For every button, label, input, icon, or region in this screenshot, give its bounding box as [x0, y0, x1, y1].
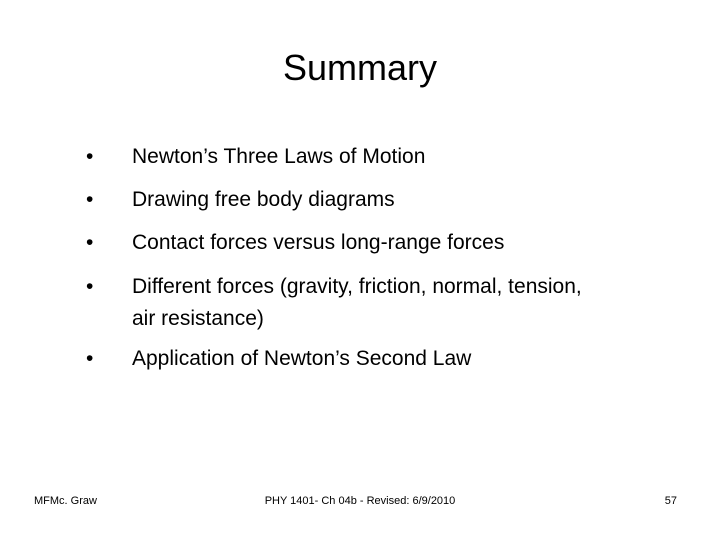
bullet-icon: • — [86, 188, 94, 211]
slide-title: Summary — [282, 47, 438, 88]
bullet-icon: • — [86, 347, 94, 370]
footer-course-info: PHY 1401- Ch 04b - Revised: 6/9/2010 — [264, 495, 456, 507]
bullet-icon: • — [86, 231, 94, 254]
bullet-icon: • — [86, 145, 94, 168]
footer-page-number: 57 — [664, 495, 677, 507]
bullet-text: Newton’s Three Laws of Motion — [132, 145, 426, 168]
bullet-text: Contact forces versus long-range forces — [132, 231, 505, 254]
bullet-icon: • — [86, 275, 94, 298]
footer-author: MFMc. Graw — [34, 495, 97, 507]
bullet-text: Drawing free body diagrams — [132, 188, 395, 211]
bullet-text: Different forces (gravity, friction, normal, tension, air resistance) — [132, 275, 582, 330]
bullet-text: Application of Newton’s Second Law — [132, 347, 472, 370]
